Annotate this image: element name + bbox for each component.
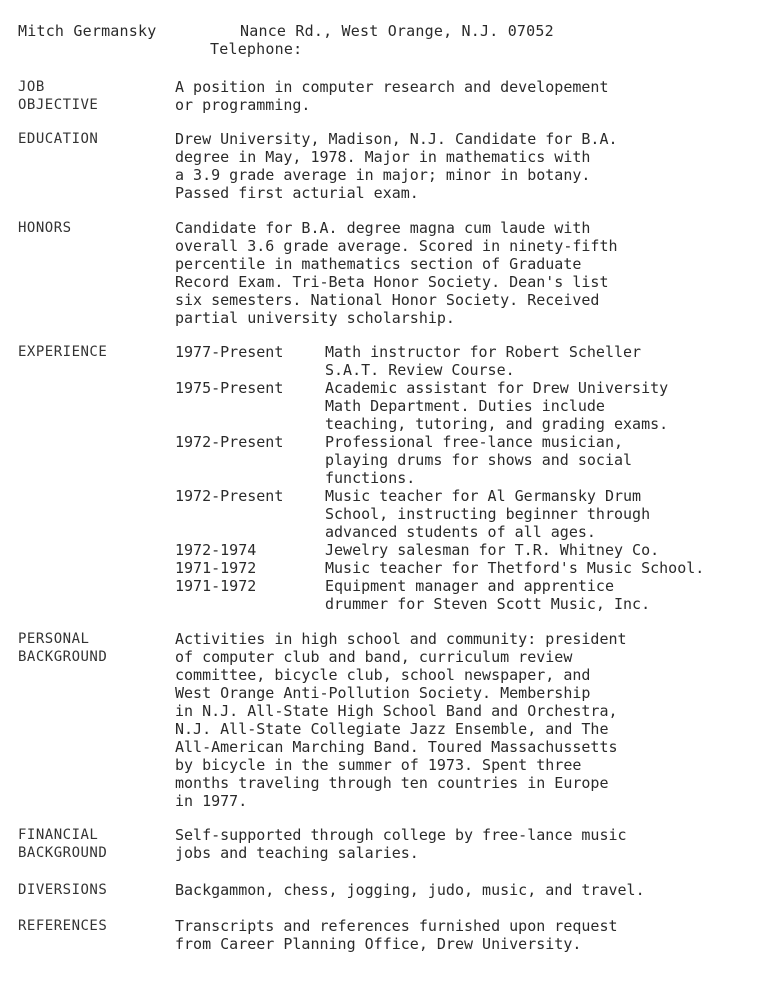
experience-line: drummer for Steven Scott Music, Inc. bbox=[325, 595, 651, 613]
experience-line: functions. bbox=[325, 469, 416, 487]
personal-line: by bicycle in the summer of 1973. Spent three bbox=[175, 756, 582, 774]
education-text bbox=[175, 130, 765, 202]
education-label: EDUCATION bbox=[18, 131, 99, 147]
experience-description bbox=[325, 343, 765, 379]
experience-line: playing drums for shows and social bbox=[325, 451, 633, 469]
experience-line: Equipment manager and apprentice bbox=[325, 577, 614, 595]
financial-line: jobs and teaching salaries. bbox=[175, 844, 419, 862]
personal-label-line-1: PERSONAL bbox=[18, 631, 90, 647]
applicant-address: Nance Rd., West Orange, N.J. 07052 bbox=[240, 22, 554, 40]
objective-line: A position in computer research and developement bbox=[175, 78, 609, 96]
personal-line: committee, bicycle club, school newspaper, and bbox=[175, 666, 591, 684]
experience-date: 1971-1972 bbox=[175, 577, 257, 595]
diversions-text bbox=[175, 881, 765, 899]
personal-line: months traveling through ten countries in Europe bbox=[175, 774, 609, 792]
experience-line: advanced students of all ages. bbox=[325, 523, 596, 541]
personal-line: Activities in high school and community: president bbox=[175, 630, 627, 648]
personal-line: All-American Marching Band. Toured Massachussetts bbox=[175, 738, 618, 756]
experience-date: 1972-Present bbox=[175, 433, 284, 451]
experience-line: Jewelry salesman for T.R. Whitney Co. bbox=[325, 541, 660, 559]
honors-line: Candidate for B.A. degree magna cum laude with bbox=[175, 219, 591, 237]
honors-line: Record Exam. Tri-Beta Honor Society. Dean's list bbox=[175, 273, 609, 291]
experience-date: 1972-Present bbox=[175, 487, 284, 505]
financial-label-line-1: FINANCIAL bbox=[18, 827, 99, 843]
applicant-name: Mitch Germansky bbox=[18, 22, 157, 40]
experience-date: 1975-Present bbox=[175, 379, 284, 397]
references-line: from Career Planning Office, Drew University. bbox=[175, 935, 582, 953]
objective-text bbox=[175, 78, 765, 114]
education-line: degree in May, 1978. Major in mathematics with bbox=[175, 148, 591, 166]
personal-line: in 1977. bbox=[175, 792, 248, 810]
personal-text bbox=[175, 630, 765, 810]
experience-line: Math instructor for Robert Scheller bbox=[325, 343, 642, 361]
experience-date: 1972-1974 bbox=[175, 541, 257, 559]
honors-line: percentile in mathematics section of Graduate bbox=[175, 255, 582, 273]
experience-description bbox=[325, 379, 765, 433]
objective-label-line-2: OBJECTIVE bbox=[18, 97, 99, 113]
honors-line: partial university scholarship. bbox=[175, 309, 455, 327]
experience-description bbox=[325, 541, 765, 559]
experience-line: Academic assistant for Drew University bbox=[325, 379, 669, 397]
education-line: a 3.9 grade average in major; minor in botany. bbox=[175, 166, 591, 184]
financial-text bbox=[175, 826, 765, 862]
experience-line: School, instructing beginner through bbox=[325, 505, 651, 523]
experience-line: teaching, tutoring, and grading exams. bbox=[325, 415, 669, 433]
education-line: Drew University, Madison, N.J. Candidate for B.A. bbox=[175, 130, 618, 148]
financial-label-line-2: BACKGROUND bbox=[18, 845, 108, 861]
honors-line: six semesters. National Honor Society. Received bbox=[175, 291, 600, 309]
experience-line: Music teacher for Thetford's Music School. bbox=[325, 559, 705, 577]
objective-label-line-1: JOB bbox=[18, 79, 45, 95]
experience-date: 1977-Present bbox=[175, 343, 284, 361]
experience-label: EXPERIENCE bbox=[18, 344, 108, 360]
experience-description bbox=[325, 577, 765, 613]
experience-date: 1971-1972 bbox=[175, 559, 257, 577]
references-line: Transcripts and references furnished upon request bbox=[175, 917, 618, 935]
experience-line: Math Department. Duties include bbox=[325, 397, 605, 415]
personal-line: N.J. All-State Collegiate Jazz Ensemble, and The bbox=[175, 720, 609, 738]
experience-line: Professional free-lance musician, bbox=[325, 433, 624, 451]
experience-line: S.A.T. Review Course. bbox=[325, 361, 515, 379]
honors-line: overall 3.6 grade average. Scored in ninety-fifth bbox=[175, 237, 618, 255]
honors-label: HONORS bbox=[18, 220, 72, 236]
experience-description bbox=[325, 487, 765, 541]
diversions-line: Backgammon, chess, jogging, judo, music, and travel. bbox=[175, 881, 645, 899]
personal-line: West Orange Anti-Pollution Society. Membership bbox=[175, 684, 591, 702]
objective-line: or programming. bbox=[175, 96, 311, 114]
diversions-label: DIVERSIONS bbox=[18, 882, 108, 898]
experience-line: Music teacher for Al Germansky Drum bbox=[325, 487, 642, 505]
references-label: REFERENCES bbox=[18, 918, 108, 934]
honors-text bbox=[175, 219, 765, 327]
education-line: Passed first acturial exam. bbox=[175, 184, 419, 202]
references-text bbox=[175, 917, 765, 953]
personal-line: of computer club and band, curriculum review bbox=[175, 648, 573, 666]
personal-line: in N.J. All-State High School Band and Orchestra, bbox=[175, 702, 618, 720]
experience-description bbox=[325, 559, 765, 577]
personal-label-line-2: BACKGROUND bbox=[18, 649, 108, 665]
experience-description bbox=[325, 433, 765, 487]
telephone-label: Telephone: bbox=[210, 40, 303, 58]
financial-line: Self-supported through college by free-lance music bbox=[175, 826, 627, 844]
